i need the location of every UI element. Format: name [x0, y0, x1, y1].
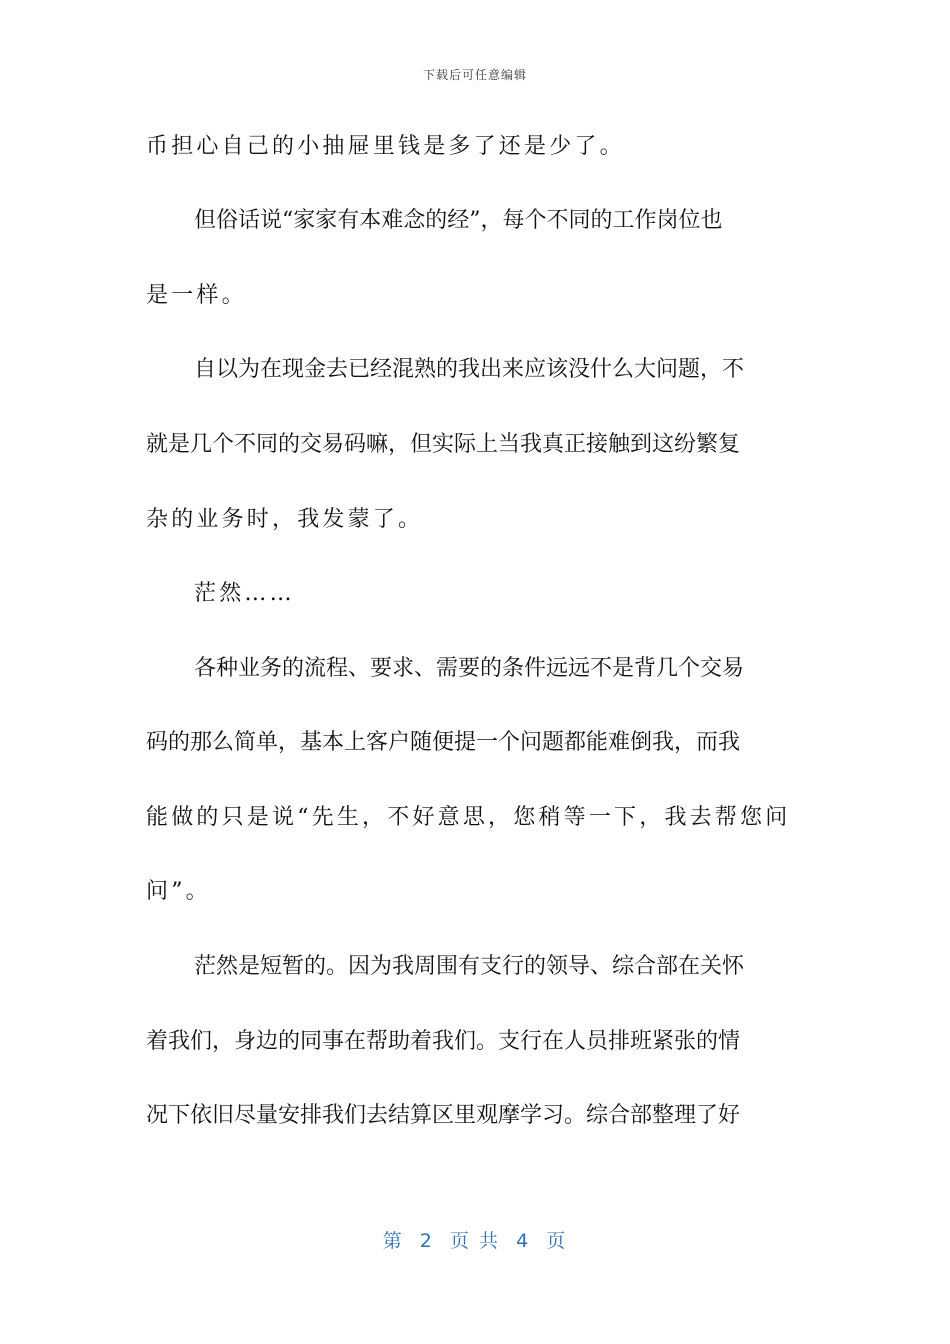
body-line: 但俗话说“家家有本难念的经”，每个不同的工作岗位也: [194, 208, 723, 233]
body-line: 况下依旧尽量安排我们去结算区里观摩学习。综合部整理了好: [146, 1103, 741, 1128]
body-line: 币担心自己的小抽屉里钱是多了还是少了。: [146, 134, 625, 159]
body-line: 能做的只是说“先生，不好意思，您稍等一下，我去帮您问: [146, 805, 791, 830]
body-line: 是一样。: [146, 283, 247, 308]
body-line: 自以为在现金去已经混熟的我出来应该没什么大问题，不: [194, 357, 745, 382]
body-line: 问”。: [146, 879, 211, 904]
page-header: 下载后可任意编辑: [422, 68, 527, 82]
body-line: 就是几个不同的交易码嘛，但实际上当我真正接触到这纷繁复: [146, 432, 741, 457]
body-line: 茫然是短暂的。因为我周围有支行的领导、综合部在关怀: [194, 954, 745, 979]
body-line: 茫然……: [194, 581, 295, 606]
page-footer: 第 2 页 共 4 页: [382, 1230, 568, 1252]
body-line: 码的那么简单，基本上客户随便提一个问题都能难倒我，而我: [146, 730, 741, 755]
body-line: 杂的业务时，我发蒙了。: [146, 507, 424, 532]
body-line: 各种业务的流程、要求、需要的条件远远不是背几个交易: [194, 656, 745, 681]
body-line: 着我们，身边的同事在帮助着我们。支行在人员排班紧张的情: [146, 1029, 741, 1054]
